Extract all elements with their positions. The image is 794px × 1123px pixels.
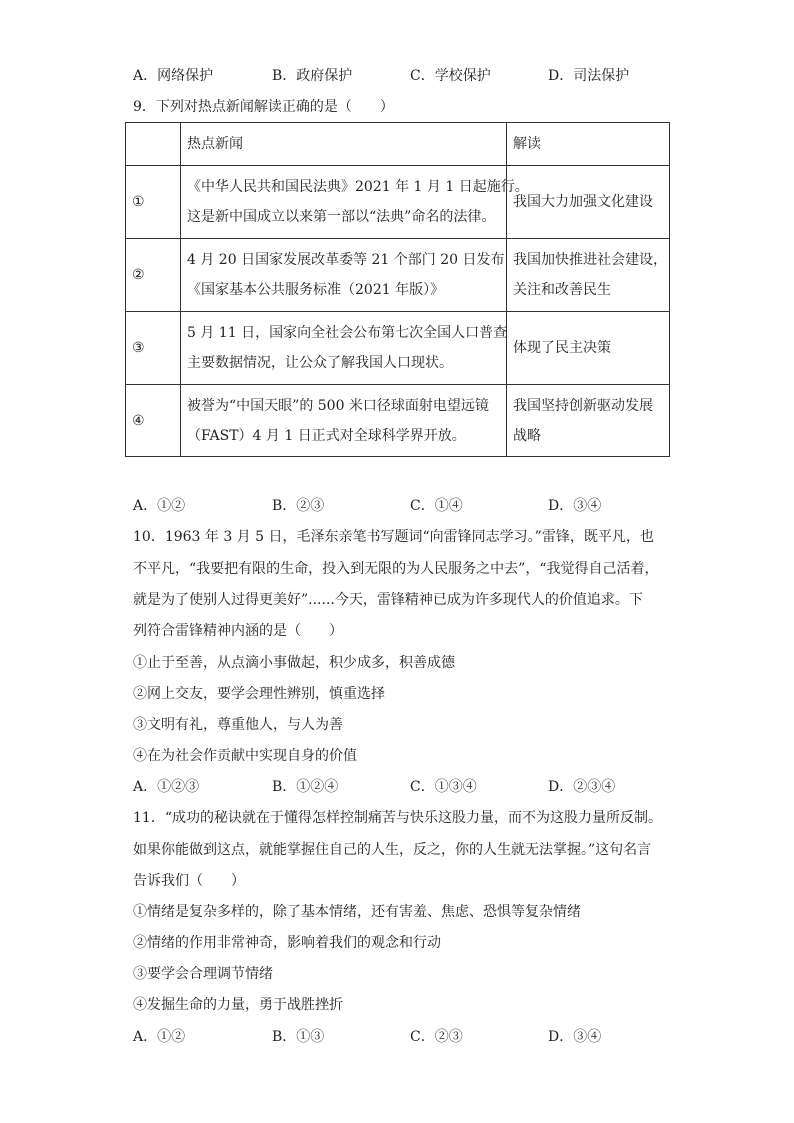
table-header-row bbox=[126, 123, 670, 166]
row-number: ① bbox=[126, 166, 181, 239]
interpretation-line: 我国大力加强文化建设 bbox=[513, 194, 653, 210]
interpretation-cell bbox=[507, 239, 670, 312]
table-row bbox=[126, 312, 670, 385]
header-cell-interpretation: 解读 bbox=[507, 123, 670, 166]
q9-option-d[interactable]: D．③④ bbox=[548, 498, 602, 514]
news-cell bbox=[181, 312, 507, 385]
q11-options bbox=[133, 1027, 653, 1047]
interpretation-cell bbox=[507, 385, 670, 457]
news-line: （FAST）4 月 1 日正式对全球科学界开放。 bbox=[187, 427, 466, 444]
q10-option-d[interactable]: D．②③④ bbox=[548, 779, 616, 795]
q10-option-c[interactable]: C．①③④ bbox=[410, 779, 477, 795]
q10-options bbox=[133, 777, 653, 797]
q10-stem-line: 列符合雷锋精神内涵的是（ ） bbox=[133, 623, 343, 639]
q11-stem-line: 如果你能做到这点，就能掌握住自己的人生，反之，你的人生就无法掌握。”这句名言 bbox=[133, 842, 652, 858]
q10-item-4: ④在为社会作贡献中实现自身的价值 bbox=[133, 748, 357, 764]
news-line: 主要数据情况，让公众了解我国人口现状。 bbox=[187, 355, 453, 371]
interpretation-line: 我国坚持创新驱动发展 bbox=[513, 397, 653, 414]
news-line: 《国家基本公共服务标准（2021 年版）》 bbox=[187, 282, 445, 298]
q9-stem: 9．下列对热点新闻解读正确的是（ ） bbox=[133, 99, 394, 115]
q11-item-3: ③要学会合理调节情绪 bbox=[133, 966, 273, 982]
q9-option-a[interactable]: A．①② bbox=[133, 498, 186, 514]
q10-item-3: ③文明有礼，尊重他人，与人为善 bbox=[133, 717, 343, 733]
q10-option-a[interactable]: A．①②③ bbox=[133, 779, 200, 795]
news-cell bbox=[181, 166, 529, 239]
q9-options bbox=[133, 496, 653, 516]
header-cell-blank bbox=[126, 123, 181, 166]
q10-stem-line: 不平凡，“我要把有限的生命，投入到无限的为人民服务之中去”，“我觉得自己活着， bbox=[133, 561, 659, 577]
q8-option-d[interactable]: D．司法保护 bbox=[548, 68, 630, 84]
q9-option-b[interactable]: B．②③ bbox=[272, 498, 325, 514]
q10-item-2: ②网上交友，要学会理性辨别，慎重选择 bbox=[133, 686, 385, 702]
q10-stem-line: 就是为了使别人过得更美好”......今天，雷锋精神已成为许多现代人的价值追求。下 bbox=[133, 592, 643, 608]
q9-option-c[interactable]: C．①④ bbox=[410, 498, 463, 514]
q8-option-a[interactable]: A．网络保护 bbox=[133, 68, 214, 84]
header-cell-news: 热点新闻 bbox=[181, 123, 507, 166]
q11-item-1: ①情绪是复杂多样的，除了基本情绪，还有害羞、焦虑、恐惧等复杂情绪 bbox=[133, 904, 581, 920]
q10-item-1: ①止于至善，从点滴小事做起，积少成多，积善成德 bbox=[133, 655, 455, 671]
q10-stem-line: 10．1963 年 3 月 5 日，毛泽东亲笔书写题词“向雷锋同志学习。”雷锋，既平凡，也 bbox=[133, 529, 654, 545]
q8-option-c[interactable]: C．学校保护 bbox=[410, 68, 491, 84]
q11-option-d[interactable]: D．③④ bbox=[548, 1029, 602, 1045]
q10-option-b[interactable]: B．①②④ bbox=[272, 779, 339, 795]
news-cell bbox=[181, 239, 507, 312]
news-line: 《中华人民共和国民法典》2021 年 1 月 1 日起施行。 bbox=[187, 179, 529, 195]
news-line: 这是新中国成立以来第一部以“法典”命名的法律。 bbox=[187, 209, 496, 225]
row-number: ④ bbox=[126, 385, 181, 457]
table-row bbox=[126, 385, 670, 457]
row-number: ③ bbox=[126, 312, 181, 385]
news-cell bbox=[181, 385, 507, 457]
q11-option-a[interactable]: A．①② bbox=[133, 1029, 186, 1045]
interpretation-line: 关注和改善民生 bbox=[513, 282, 611, 298]
q11-stem-line: 11．“成功的秘诀就在于懂得怎样控制痛苦与快乐这股力量，而不为这股力量所反制。 bbox=[133, 810, 662, 826]
row-number: ② bbox=[126, 239, 181, 312]
table-row bbox=[126, 166, 670, 239]
table-row bbox=[126, 239, 670, 312]
interpretation-line: 我国加快推进社会建设， bbox=[513, 252, 667, 268]
q11-stem-line: 告诉我们（ ） bbox=[133, 873, 245, 889]
q8-options bbox=[133, 66, 653, 86]
q11-item-4: ④发掘生命的力量，勇于战胜挫折 bbox=[133, 997, 343, 1013]
q11-option-b[interactable]: B．①③ bbox=[272, 1029, 325, 1045]
interpretation-line: 战略 bbox=[513, 427, 541, 444]
q11-option-c[interactable]: C．②③ bbox=[410, 1029, 463, 1045]
news-line: 5 月 11 日，国家向全社会公布第七次全国人口普查 bbox=[187, 325, 508, 341]
q11-item-2: ②情绪的作用非常神奇，影响着我们的观念和行动 bbox=[133, 935, 441, 951]
interpretation-cell bbox=[507, 312, 670, 385]
news-line: 被誉为“中国天眼”的 500 米口径球面射电望远镜 bbox=[187, 397, 489, 414]
q8-option-b[interactable]: B．政府保护 bbox=[272, 68, 353, 84]
interpretation-line: 体现了民主决策 bbox=[513, 340, 611, 356]
q9-news-table bbox=[125, 122, 670, 457]
interpretation-cell bbox=[507, 166, 670, 239]
news-line: 4 月 20 日国家发展改革委等 21 个部门 20 日发布 bbox=[187, 252, 505, 268]
